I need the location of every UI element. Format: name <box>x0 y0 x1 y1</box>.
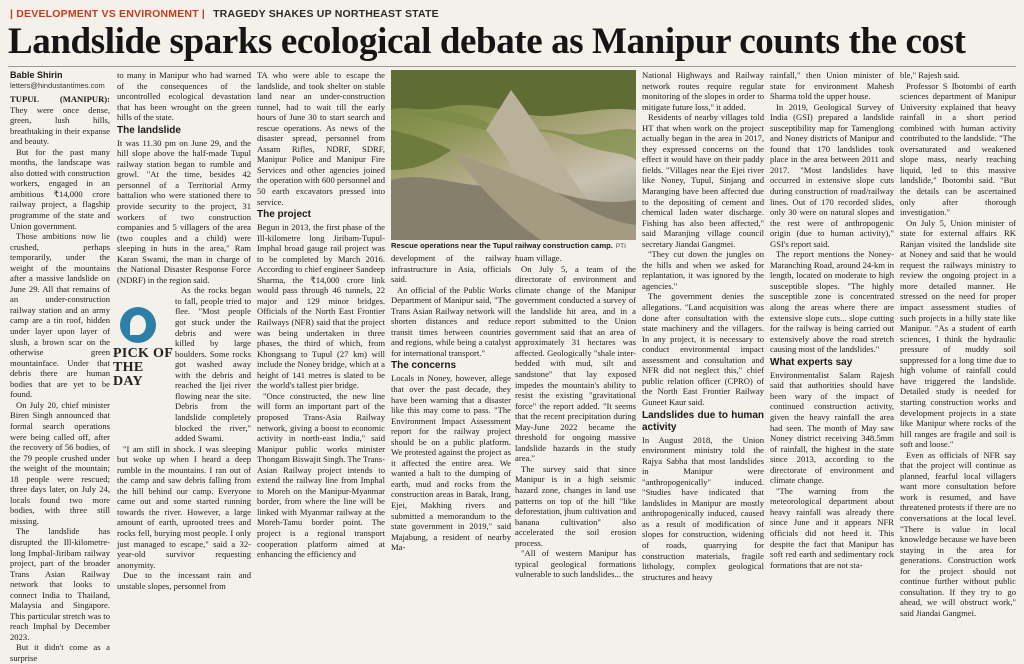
column-8 <box>900 70 1016 618</box>
byline: Bable Shirin <box>10 70 63 80</box>
subhead-landslide: The landslide <box>117 124 181 136</box>
caption-text: Rescue operations near the Tupul railway construction camp. <box>391 241 613 250</box>
column-2 <box>117 70 251 591</box>
paragraph: The government denies the allegations. "Land acquisition was done after consultation with the state machinery and the villagers. In any project, it is necessary to conduct environmental impact assessment and consultation and NFR did not neglect this," chief public relation officer (CPRO) of the North East Frontier Railway Guneet Kaur said. <box>642 291 764 407</box>
paragraph: It was 11.30 pm on June 29, and the hill slope above the half-made Tupul railway station began to rumble and growl. "At the time, besides 42 personnel of a Territorial Army battalion who were stationed there to provide security to the project, 31 workers of two construction companies and 5 villagers of the area (two couples and a child) were sleeping in huts in the area," Ram Karan Swami, the man in charge of the National Disaster Response Force (NDRF) in the region said. <box>117 137 251 285</box>
paragraph: development of the railway infrastructure in Asia, officials said. <box>391 253 511 285</box>
subhead-project: The project <box>257 209 311 221</box>
paragraph: Begun in 2013, the first phase of the Ill-kilometre long Jiribam-Tupul-Imphal broad gauge rail project was to be completed by March 2016. According to chief engineer Sandeep Sharma, the ₹14,000 crore link would pass through 46 tunnels, 22 major and 129 minor bridges. Officials of the North East Frontier Railways (NFR) said that the project was being undertaken in three phases, the third of which, from Khongsang to Tupul (27 km) will include the Noney bridge, which at a height of 141 metres is slated to be the world's tallest pier bridge. <box>257 222 385 391</box>
paragraph: "I am still in shock. I was sleeping but woke up when I heard a deep rumble in the mountains. I ran out of the camp and saw debris falling from the hill behind our camp. Everyone came out and some started running towards the river. However, a large amount of earth, uprooted trees and rocks fell, burying most people. I only just managed to escape," said a 32-year-old survivor requesting anonymity. <box>117 443 251 570</box>
subhead-human-activity: Landslides due to human activity <box>642 409 764 433</box>
paragraph: "They cut down the jungles on the hills and when we asked for replantation, it was ignored by the agencies." <box>642 249 764 291</box>
dateline: TUPUL (MANIPUR): <box>10 94 110 104</box>
paragraph: In 2019, Geological Survey of India (GSI) prepared a landslide susceptibility map for Tamenglong and Noney districts of Manipur and found that 170 landslides took place in the area between 2011 and 2017. "Most landslides have occurred in extensive slope cuts during construction of road/railway lines. Out of 170 recorded slides, only 30 were on natural slopes and the rest were of anthropogenic origin (due to human activity)," GSI's report said. <box>770 101 894 249</box>
paragraph: Locals in Noney, however, allege that over the past decade, they have been warning that a disaster like this may come to pass. "The Environment Impact Assessment report for the railway project should be on a public platform. We protested against the project as it affected the entire area. We wanted a halt to the dumping of earth, mud and rocks from the construction areas in Barak, Irang, Ejei, Makhing rivers and submitted a memorandum to the state government in 2019," said Majabung, a resident of nearby Ma- <box>391 373 511 553</box>
section-label: | DEVELOPMENT VS ENVIRONMENT | <box>10 8 206 20</box>
byline-email: letters@hindustantimes.com <box>10 81 105 90</box>
paragraph: On July 5, a team of the directorate of environment and climate change of the Manipur government conducted a survey of the landslide hit area, and in a report submitted to the Union government said that an area of approximately 31 hectares was affected. Geologically "shale inter-bedded with mud, silt and sandstone" that lay exposed impedes the mountain's ability to resist the existing "gravitational force" the report added. "It seems that the recent precipitation during May-June 2022 became the threshold for ongoing massive landslide hazards in the study area." <box>515 263 636 464</box>
paragraph: ble," Rajesh said. <box>900 70 960 80</box>
landslide-photo <box>391 70 636 240</box>
paragraph: As the rocks began to fall, people tried to flee. "Most people got stuck under the debris and were killed by large boulders. Some rocks got washed away with the debris and reached the Ijei river flowing near the site. Debris from the landslide completely blocked the river," added Swami. <box>175 285 251 444</box>
paragraph: In August 2018, the Union environment ministry told the Rajya Sabha that most landslides in Manipur were "anthropogenically" induced. "Studies have indicated that landslides in Manipur are mostly anthropogenically induced, caused as a result of modification of slopes for construction, widening of roads, quarrying for construction materials, fragile lithology, complex geological structures and heavy <box>642 434 764 582</box>
paragraph: An official of the Public Works Department of Manipur said, "The Trans Asian Railway network will shorten distances and reduce transit times between countries and regions, while being a catalyst for international transport." <box>391 284 511 358</box>
paragraph: On July 5, Union minister of state for external affairs RK Ranjan visited the landslide site at Noney and said that he would request the railways ministry to review the ongoing project in a more detailed manner. He stressed on the need for proper impact assessment studies of such projects in a hilly state like Manipur. "As a student of earth sciences, I think the hydraulic pressure of muddy soil suppressed for a long time due to high volume of rainfall could have triggered the landslide. Detailed study is needed for starting construction works and development projects in a state like Manipur where rocks of the hill ranges are fragile and soil is soft and loose." <box>900 217 1016 450</box>
headline-rule <box>8 66 1016 67</box>
paragraph: On July 20, chief minister Biren Singh announced that formal search operations were being called off, after the recovery of 56 bodies, of the 79 people crushed under the weight of the mountain; 18 people were rescued; three days later, on July 24, locals found two more bodies, with three still missing. <box>10 399 110 526</box>
column-4 <box>391 253 511 555</box>
column-5 <box>515 253 636 580</box>
paragraph: Those ambitions now lie crushed, perhaps temporarily, under the weight of the mountains after a massive landslide on June 29. All that remains of an under-construction railway station and an army camp are a tin roof, hidden under layer upon layer of slush, a brown scar on the otherwise green mountainface. Under that debris there are human bodies that are yet to be found. <box>10 231 110 400</box>
paragraph: The landslide has disrupted the Ill-kilometre-long Imphal-Jiribam railway project, part of the broader Trans Asian Railway network that looks to connect India to Thailand, Malaysia and Singapore. This particular stretch was to reach Imphal by December 2023. <box>10 526 110 642</box>
paragraph: But it didn't come as a surprise <box>10 642 110 663</box>
photo-caption <box>391 241 636 252</box>
headline: Landslide sparks ecological debate as Manipur counts the cost <box>8 21 966 62</box>
paragraph: "Once constructed, the new line will form an important part of the proposed Trans-Asia Railway network, giving a boost to economic activity in north-east India," said Manipur public works minister Thongam Biswajit Singh. The Trans-Asian Railway project intends to extend the railway line from Imphal to Moreh on the Manipur-Myanmar border, from where the line will be linked with Myanmar railway at the Moreh-Tamu border point. The project is a regional transport cooperation platform aimed at enhancing the efficiency and <box>257 390 385 560</box>
paragraph: rainfall," then Union minister of state for environment Mahesh Sharma told the upper house. <box>770 70 894 102</box>
paragraph: Environmentalist Salam Rajesh said that authorities should have been wary of the impact of continued construction activity, given the heavy rainfall the area had seen. The month of May saw Noney district receiving 348.5mm of rainfall, the highest in the state since 2013, according to the directorate of environment and climate change. <box>770 369 894 486</box>
paragraph: Residents of nearby villages told HT that when work on the project actually began in the area in 2017, they expressed concerns on the effect it would have on their paddy fields. "Villages near the Ejei river like Noney, Tupul, Sinjang and Maranging have been affected due to the depositing of cement and chemical laden water discharge. Fishing has also been affected," said Maranjing village council secretary Jiandai Gangmei. <box>642 112 764 249</box>
paragraph: Due to the incessant rain and unstable slopes, personnel from <box>117 570 251 591</box>
section-tagline <box>10 7 439 21</box>
column-1 <box>10 70 110 663</box>
paragraph: "All of western Manipur has typical geological formations vulnerable to such landslides... the <box>515 548 636 580</box>
paragraph: "The warning from the meteorological department about heavy rainfall was already there since June and it appears NFR officials did not heed it. This despite the fact that Manipur has soft red earth and sedimentary rock formations that are not sta- <box>770 485 894 570</box>
pick-label: PICK OF THE DAY <box>113 346 173 389</box>
paragraph: Professor S Ibotombi of earth sciences department of Manipur University explained that heavy rainfall in a short period combined with human activity contributed to the landslide. "The oversaturated and weakened slope mass, nearly reaching liquid, led to this massive landslide," Ibotombi said. "But the details can be ascertained only after thorough investigation." <box>900 80 1016 218</box>
subhead-experts: What experts say <box>770 356 853 368</box>
paragraph: Even as officials of NFR say that the project will continue as planned, fearful local villagers want more consultation before work is resumed, and have threatened protests if there are no conversations at the local level. "There is value in local knowledge because we have been staying in the area for generations. Construction work for the project should not continue further without public consultation. If they try to go ahead, we will obstruct work," said Jiandai Gangmei. <box>900 449 1016 618</box>
section-subhead: TRAGEDY SHAKES UP NORTHEAST STATE <box>213 8 439 20</box>
paragraph: huam village. <box>515 253 562 263</box>
paragraph: The survey said that since Manipur is in a high seismic hazard zone, changes in land use patterns on top of the hill "like deforestation, jhum cultivation and banana cultivation" also accelerated the soil erosion process. <box>515 463 636 548</box>
paragraph: to many in Manipur who had warned of the consequences of the uncontrolled ecological devastation that has been wrought on the green hills of the state. <box>117 70 251 123</box>
paragraph: But for the past many months, the landscape was also dotted with construction workers, engaged in an ambitious ₹14,000 crore railway project, a flagship programme of the state and Union government. <box>10 146 110 231</box>
photo-credit: PTI <box>615 243 626 250</box>
landslide-photo-image <box>391 70 636 240</box>
paragraph-text: They were once dense, green, lush hills, breathtaking in their expanse and beauty. <box>10 104 110 147</box>
column-7 <box>770 70 894 570</box>
paragraph: The report mentions the Noney-Maranching Road, around 24-km in length, located on moderate to high susceptible slopes. "The highly susceptible zone is concentrated along the areas where there are extensive slope cuts... slope cutting for the railway is being carried out extensively above the road stretch causing most of the landslides." <box>770 249 894 355</box>
column-6 <box>642 70 764 582</box>
paragraph: TA who were able to escape the landslide, and took shelter on stable land near an under-construction tunnel, had to wait till the early hours of June 30 to start search and rescue operations. As news of the disaster spread, personnel from Assam Rifles, NDRF, SDRF, Manipur Police and Manipur Fire Services and other agencies joined the operation with 600 personnel and 50 earth excavators pressed into service. <box>257 70 385 207</box>
paragraph: National Highways and Railway network routes require regular monitoring of the slopes in order to mitigate future loss," it added. <box>642 70 764 112</box>
column-3 <box>257 70 385 560</box>
subhead-concerns: The concerns <box>391 360 457 372</box>
paragraph <box>10 94 110 147</box>
